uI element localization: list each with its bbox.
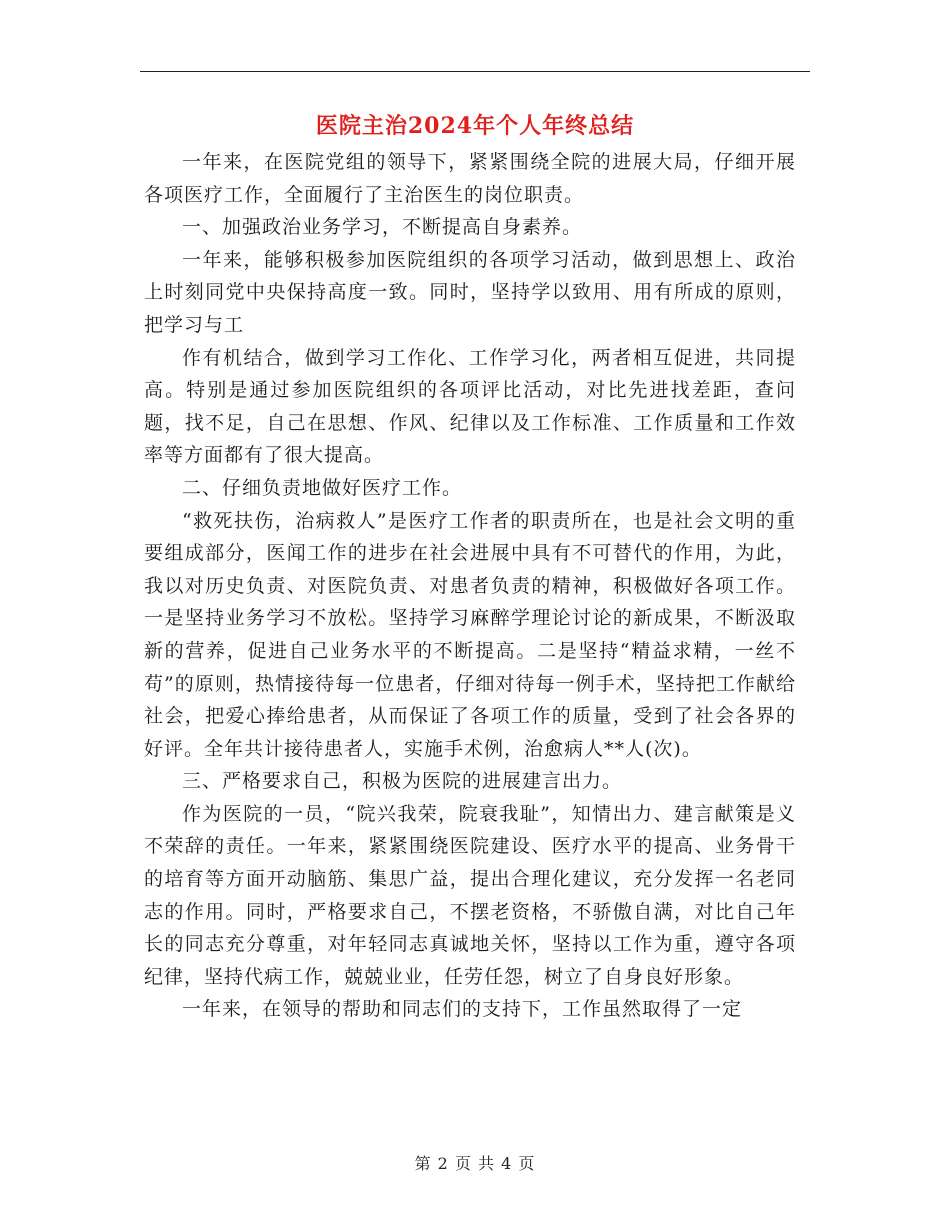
heading-section-2: 二、仔细负责地做好医疗工作。 xyxy=(182,476,463,499)
paragraph-closing: 一年来，在领导的帮助和同志们的支持下，工作虽然取得了一定 xyxy=(182,998,743,1021)
document-title: 医院主治2024年个人年终总结 xyxy=(315,113,635,139)
header-rule xyxy=(140,71,810,72)
paragraph-section-1b: 作有机结合，做到学习工作化、工作学习化，两者相互促进，共同提高。特别是通过参加医院组织的各项评比活动，对比先进找差距，查问题，找不足，自己在思想、作风、纪律以及工作标准、工作质量和工作效率等方面都有了很大提高。 xyxy=(144,346,796,467)
heading-section-3: 三、严格要求自己，积极为医院的进展建言出力。 xyxy=(182,770,623,793)
heading-section-1: 一、加强政治业务学习，不断提高自身素养。 xyxy=(182,216,583,239)
paragraph-section-3: 作为医院的一员，“院兴我荣，院衰我耻”，知情出力、建言献策是义不荣辞的责任。一年来，紧紧围绕医院建设、医疗水平的提高、业务骨干的培育等方面开动脑筋、集思广益，提出合理化建议，充分发挥一名老同志的作用。同时，严格要求自己，不摆老资格，不骄傲自满，对比自己年长的同志充分尊重，对年轻同志真诚地关怀，坚持以工作为重，遵守各项纪律，坚持代病工作，兢兢业业，任劳任怨，树立了自身良好形象。 xyxy=(144,802,796,988)
page-number-footer: 第 2 页 共 4 页 xyxy=(414,1154,536,1173)
paragraph-intro: 一年来，在医院党组的领导下，紧紧围绕全院的进展大局，仔细开展各项医疗工作，全面履行了主治医生的岗位职责。 xyxy=(144,151,796,206)
document-body xyxy=(144,146,796,1026)
paragraph-section-1a: 一年来，能够积极参加医院组织的各项学习活动，做到思想上、政治上时刻同党中央保持高度一致。同时，坚持学以致用、用有所成的原则，把学习与工 xyxy=(144,248,796,336)
paragraph-section-2: “救死扶伤，治病救人”是医疗工作者的职责所在，也是社会文明的重要组成部分，医闻工作的进步在社会进展中具有不可替代的作用，为此，我以对历史负责、对医院负责、对患者负责的精神，积极做好各项工作。一是坚持业务学习不放松。坚持学习麻醉学理论讨论的新成果，不断汲取新的营养，促进自己业务水平的不断提高。二是坚持“精益求精，一丝不苟”的原则，热情接待每一位患者，仔细对待每一例手术，坚持把工作献给社会，把爱心捧给患者，从而保证了各项工作的质量，受到了社会各界的好评。全年共计接待患者人，实施手术例，治愈病人**人(次)。 xyxy=(144,509,796,760)
